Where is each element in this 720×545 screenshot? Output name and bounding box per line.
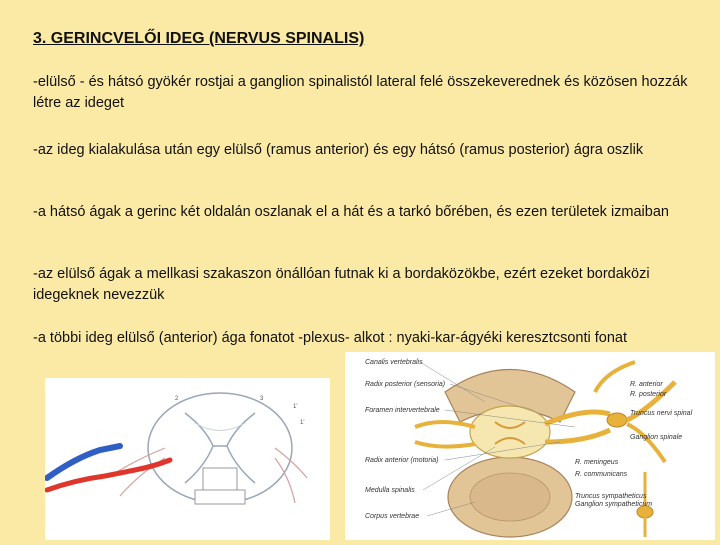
paragraph-posterior-branches: -a hátsó ágak a gerinc két oldalán oszlanak el a hát és a tarkó bőrében, és ezen területek izmaiban xyxy=(33,204,669,220)
central-canal-box xyxy=(203,468,237,490)
label-ganglion-sympatheticum: Ganglion sympatheticum xyxy=(575,501,653,508)
cross-section-svg xyxy=(45,378,330,540)
ganglion-spinale-shape xyxy=(607,413,627,427)
label-corpus-vertebrae: Corpus vertebrae xyxy=(365,513,420,520)
radix-anterior-shape xyxy=(545,430,610,442)
figure-number: 2 xyxy=(175,396,179,402)
spinal-nerve-anatomy-figure xyxy=(345,352,715,540)
slide-title: 3. GERINCVELŐI IDEG (NERVUS SPINALIS) xyxy=(33,30,365,47)
label-r-posterior: R. posterior xyxy=(630,391,667,398)
paragraph-roots: -elülső - és hátsó gyökér rostjai a ganglion spinalistól lateral felé összekeverednek és közösen hozzák létre az ideget xyxy=(33,74,688,111)
paragraph-plexus: -a többi ideg elülső (anterior) ága fonatot -plexus- alkot : nyaki-kar-ágyéki keresztcsonti fonat xyxy=(33,330,627,346)
anatomy-svg xyxy=(345,352,715,540)
paragraph-branches: -az ideg kialakulása után egy elülső (ramus anterior) és egy hátsó (ramus posterior) ágra oszlik xyxy=(33,142,644,158)
figure-number: 1' xyxy=(300,420,305,426)
label-ganglion-spinale: Ganglion spinale xyxy=(630,434,683,441)
label-radix-posterior: Radix posterior (sensoria) xyxy=(365,381,446,388)
medulla-spinalis-shape xyxy=(470,406,550,458)
figure-number: 3 xyxy=(260,396,264,402)
label-r-anterior: R. anterior xyxy=(630,381,663,388)
label-medulla-spinalis: Medulla spinalis xyxy=(365,487,415,494)
figure-number: 1' xyxy=(293,404,298,410)
paragraph-intercostal: -az elülső ágak a mellkasi szakaszon önállóan futnak ki a bordaközökbe, ezért ezeket bordaközi idegeknek nevezzük xyxy=(33,266,650,303)
label-r-communicans: R. communicans xyxy=(575,471,628,478)
ramus-posterior-shape xyxy=(595,362,635,392)
label-canalis-vertebralis: Canalis vertebralis xyxy=(365,359,423,366)
label-r-meningeus: R. meningeus xyxy=(575,459,619,466)
label-truncus-sympatheticus: Truncus sympatheticus xyxy=(575,493,647,500)
spinal-cord-cross-section-figure xyxy=(45,378,330,540)
label-truncus-nervi-spinal: Truncus nervi spinal xyxy=(630,410,693,417)
label-radix-anterior: Radix anterior (motoria) xyxy=(365,457,439,464)
label-foramen-intervertebrale: Foramen intervertebrale xyxy=(365,407,440,414)
